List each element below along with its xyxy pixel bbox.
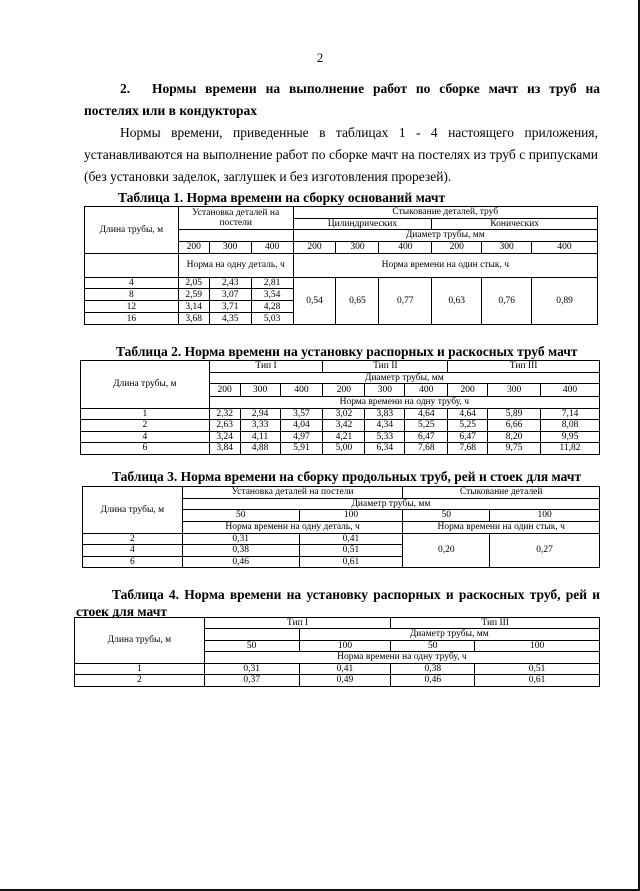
table-cell: 3,84: [209, 443, 240, 454]
table-cell: 3,42: [323, 420, 365, 431]
intro-paragraph: Нормы времени, приведенные в таблицах 1 - 4 настоящего приложения, устанавливаются на выполнение работ по сборке мачт на постелях из труб с припусками (без установки заделок, заглушек и без изготовления прорезей).: [84, 125, 598, 184]
table-cell: 0,41: [299, 663, 391, 674]
table-cell: 0,31: [182, 533, 299, 544]
table-cell: 2,32: [209, 408, 240, 419]
table-row-length: 8: [85, 289, 179, 301]
table1-length-header: Длина трубы, м: [85, 207, 179, 254]
table2-diameter: 400: [280, 384, 323, 397]
table-cell: 0,38: [182, 545, 299, 556]
table-cell: 2,43: [209, 277, 251, 288]
table-cell: 3,68: [178, 313, 209, 325]
table1-diameter-header: Диаметр трубы, мм: [293, 230, 597, 241]
table1-joint-value: 0,63: [432, 277, 482, 324]
table4-type: Тип I: [204, 618, 391, 629]
table4-caption: Таблица 4. Норма времени на установку распорных и раскосных труб, рей и стоек для мачт: [76, 587, 600, 619]
table-row-length: 2: [81, 420, 210, 431]
table4-diameter: 50: [204, 640, 299, 651]
table1-norm-part: Норма на одну деталь, ч: [178, 253, 293, 277]
table2-diameter: 200: [209, 384, 240, 397]
table-cell: 5,00: [323, 443, 365, 454]
table3-norm-joint: Норма времени на один стык, ч: [403, 521, 600, 533]
table2-norm-header: Норма времени на одну трубу, ч: [209, 397, 599, 408]
table-cell: 0,51: [475, 663, 600, 674]
table-row-length: 6: [83, 556, 183, 567]
table-cell: 3,24: [209, 431, 240, 442]
table1-joint-value: 0,54: [293, 277, 336, 324]
table2-diameter: 400: [405, 384, 448, 397]
table3-joint-value: 0,20: [403, 533, 490, 567]
table-cell: 4,64: [405, 408, 448, 419]
table-cell: 6,66: [488, 420, 541, 431]
table2-type: Тип III: [448, 361, 600, 373]
table1-diameter: 200: [178, 241, 209, 253]
table-cell: 6,34: [365, 443, 405, 454]
table-cell: 6,47: [448, 431, 488, 442]
table3-joint-value: 0,27: [490, 533, 600, 567]
table1-diameter: 400: [532, 241, 598, 253]
table-cell: 2,94: [240, 408, 280, 419]
table-cell: 3,33: [240, 420, 280, 431]
table2-caption: Таблица 2. Норма времени на установку распорных и раскосных труб мачт: [116, 344, 578, 359]
table4-diameter: 100: [475, 640, 600, 651]
table3-install-header: Установка деталей на постели: [182, 487, 403, 499]
table-cell: 4,97: [280, 431, 323, 442]
table1-joint-value: 0,89: [532, 277, 598, 324]
table-row-length: 6: [81, 443, 210, 454]
table3-norm-part: Норма времени на одну деталь, ч: [182, 521, 403, 533]
table1-joint-value: 0,65: [336, 277, 379, 324]
table1-diameter: 300: [482, 241, 532, 253]
table-cell: 4,04: [280, 420, 323, 431]
table2-type: Тип II: [323, 361, 448, 373]
table1-joint-value: 0,77: [379, 277, 432, 324]
table-cell: 4,28: [251, 301, 293, 313]
table3-length-header: Длина трубы, м: [83, 487, 183, 534]
table-cell: 3,02: [323, 408, 365, 419]
table-cell: 5,89: [488, 408, 541, 419]
table-cell: 0,46: [182, 556, 299, 567]
table1-diameter: 300: [209, 241, 251, 253]
table4-type: Тип III: [391, 618, 600, 629]
table3: [82, 486, 600, 568]
table3-diameter: 100: [490, 510, 600, 521]
table-row-length: 2: [83, 533, 183, 544]
page-number: 2: [316, 50, 324, 65]
table-cell: 3,14: [178, 301, 209, 313]
table3-diameter: 50: [182, 510, 299, 521]
table-row-length: 4: [83, 545, 183, 556]
table-row-length: 1: [75, 663, 205, 674]
table2-diameter: 300: [240, 384, 280, 397]
table-cell: 4,11: [240, 431, 280, 442]
table-cell: 5,25: [405, 420, 448, 431]
table1-install-header: Установка деталей на постели: [178, 207, 293, 230]
table4-spacer: [204, 629, 299, 640]
table-cell: 5,25: [448, 420, 488, 431]
table-cell: 7,68: [448, 443, 488, 454]
table-cell: 4,35: [209, 313, 251, 325]
table2-diameter: 200: [323, 384, 365, 397]
table-cell: 2,81: [251, 277, 293, 288]
table4-diameter: 50: [391, 640, 475, 651]
table2-diameter: 300: [365, 384, 405, 397]
table-cell: 6,47: [405, 431, 448, 442]
table-cell: 0,49: [299, 675, 391, 686]
table-cell: 4,88: [240, 443, 280, 454]
table-cell: 11,82: [541, 443, 600, 454]
table1-cylindrical: Цилиндрических: [293, 219, 432, 230]
table-cell: 4,34: [365, 420, 405, 431]
table-cell: 2,59: [178, 289, 209, 301]
table-cell: 3,71: [209, 301, 251, 313]
table-cell: 7,68: [405, 443, 448, 454]
table-cell: 5,91: [280, 443, 323, 454]
table-row-length: 2: [75, 675, 205, 686]
table-cell: 3,83: [365, 408, 405, 419]
table-cell: 0,38: [391, 663, 475, 674]
section-title: Нормы времени на выполнение работ по сборке мачт из труб на постелях или в кондукторах: [84, 81, 600, 118]
table1-diameter: 400: [251, 241, 293, 253]
section-heading: [84, 78, 600, 122]
table-cell: 3,57: [280, 408, 323, 419]
table-cell: 8,20: [488, 431, 541, 442]
table-cell: 0,46: [391, 675, 475, 686]
table2-diameter-header: Диаметр трубы, мм: [209, 373, 599, 384]
table2-length-header: Длина трубы, м: [81, 361, 210, 409]
table1-joint-value: 0,76: [482, 277, 532, 324]
table1-spacer: [178, 230, 293, 241]
table1-diameter: 400: [379, 241, 432, 253]
table4: [74, 617, 600, 687]
table1-caption: Таблица 1. Норма времени на сборку оснований мачт: [118, 190, 446, 205]
table-cell: 0,37: [204, 675, 299, 686]
table3-joint-header: Стыкование деталей: [403, 487, 600, 499]
table2: [80, 360, 600, 455]
table-row-length: 4: [85, 277, 179, 288]
table-row-length: 16: [85, 313, 179, 325]
table-cell: 4,21: [323, 431, 365, 442]
table4-diameter-header: Диаметр трубы, мм: [299, 629, 599, 640]
table3-caption: Таблица 3. Норма времени на сборку продольных труб, рей и стоек для мачт: [112, 469, 582, 484]
table-row-length: 1: [81, 408, 210, 419]
table3-diameter-header: Диаметр трубы, мм: [182, 499, 599, 510]
table4-diameter: 100: [299, 640, 391, 651]
table4-norm-header: Норма времени на одну трубу, ч: [204, 652, 599, 663]
table4-length-header: Длина трубы, м: [75, 618, 205, 664]
table-cell: 0,41: [299, 533, 403, 544]
table3-diameter: 100: [299, 510, 403, 521]
table-cell: 9,75: [488, 443, 541, 454]
table-cell: 3,54: [251, 289, 293, 301]
table1-joint-header: Стыкование деталей, труб: [293, 207, 597, 219]
table-cell: 5,33: [365, 431, 405, 442]
table-cell: 0,61: [475, 675, 600, 686]
table2-diameter: 300: [488, 384, 541, 397]
table-cell: 7,14: [541, 408, 600, 419]
table3-diameter: 50: [403, 510, 490, 521]
table1: [84, 206, 598, 325]
table-cell: 9,95: [541, 431, 600, 442]
table-row-length: 12: [85, 301, 179, 313]
table1-diameter: 200: [293, 241, 336, 253]
table-cell: 4,64: [448, 408, 488, 419]
table1-blank: [85, 253, 179, 277]
table-cell: 5,03: [251, 313, 293, 325]
table-cell: 0,51: [299, 545, 403, 556]
table-cell: 2,63: [209, 420, 240, 431]
table-cell: 3,07: [209, 289, 251, 301]
table-cell: 0,61: [299, 556, 403, 567]
table-cell: 2,05: [178, 277, 209, 288]
table1-diameter: 300: [336, 241, 379, 253]
table2-diameter: 400: [541, 384, 600, 397]
table1-norm-joint: Норма времени на один стык, ч: [293, 253, 597, 277]
table-row-length: 4: [81, 431, 210, 442]
section-number: 2.: [120, 81, 131, 96]
table2-diameter: 200: [448, 384, 488, 397]
table1-conical: Конических: [432, 219, 598, 230]
table-cell: 8,08: [541, 420, 600, 431]
table-cell: 0,31: [204, 663, 299, 674]
table1-diameter: 200: [432, 241, 482, 253]
table2-type: Тип I: [209, 361, 323, 373]
